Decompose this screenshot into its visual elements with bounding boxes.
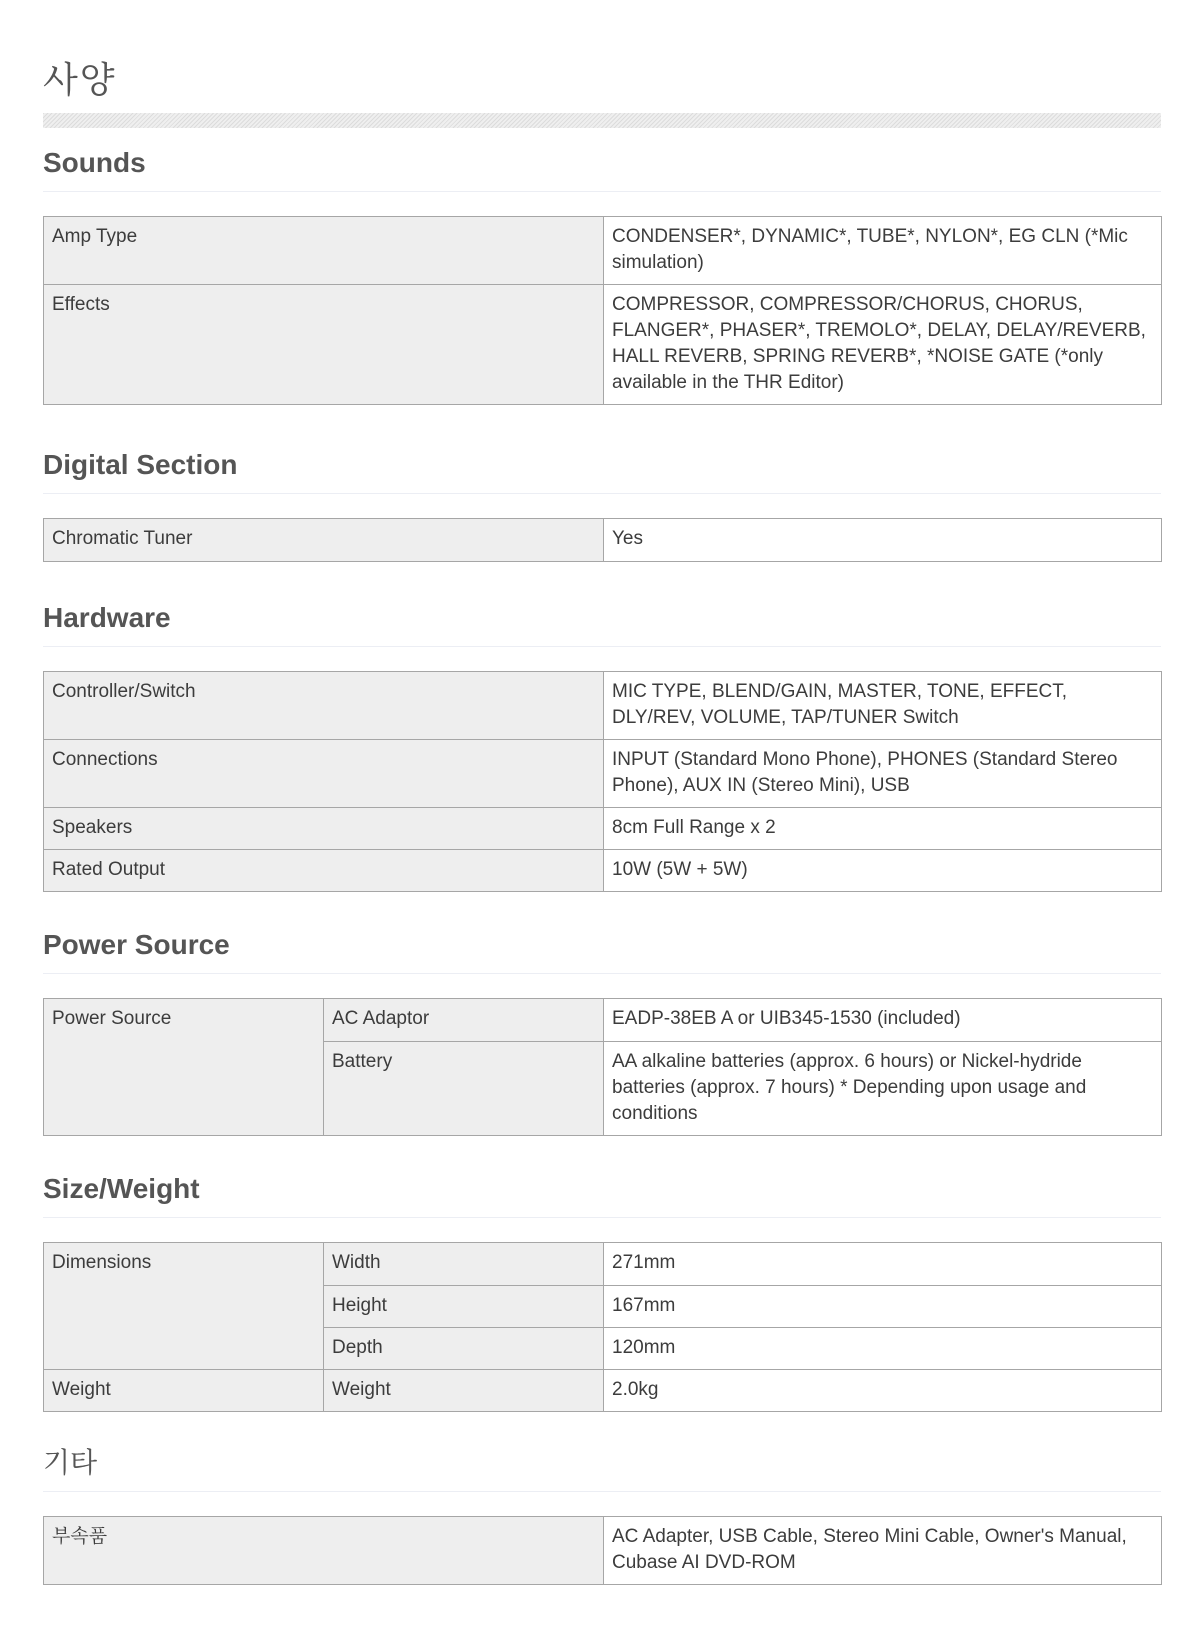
spec-value: 10W (5W + 5W) — [604, 850, 1162, 892]
spec-table — [43, 216, 1162, 405]
spec-label: Connections — [44, 740, 604, 808]
spec-label: Depth — [324, 1328, 604, 1370]
title-divider — [43, 113, 1161, 128]
spec-label: AC Adaptor — [324, 999, 604, 1042]
section-size-weight — [43, 1171, 1161, 1412]
section-heading: Sounds — [43, 147, 146, 178]
section-divider — [43, 1491, 1161, 1492]
spec-value: EADP-38EB A or UIB345-1530 (included) — [604, 999, 1162, 1042]
table-row — [44, 1517, 1162, 1585]
spec-table — [43, 1242, 1162, 1412]
spec-label: Speakers — [44, 808, 604, 850]
section-digital — [43, 447, 1161, 562]
spec-group-label: Weight — [44, 1370, 324, 1412]
spec-table — [43, 518, 1162, 562]
spec-table — [43, 998, 1162, 1136]
section-heading: Power Source — [43, 929, 230, 960]
section-hardware — [43, 600, 1161, 892]
spec-table — [43, 1516, 1162, 1585]
section-sounds — [43, 145, 1161, 405]
section-power — [43, 927, 1161, 1136]
spec-value: MIC TYPE, BLEND/GAIN, MASTER, TONE, EFFECT, DLY/REV, VOLUME, TAP/TUNER Switch — [604, 672, 1162, 740]
spec-label: Amp Type — [44, 217, 604, 285]
spec-value: 120mm — [604, 1328, 1162, 1370]
spec-label: Width — [324, 1243, 604, 1286]
spec-value: AC Adapter, USB Cable, Stereo Mini Cable, Owner's Manual, Cubase AI DVD-ROM — [604, 1517, 1162, 1585]
table-row — [44, 850, 1162, 892]
spec-group-label: Dimensions — [44, 1243, 324, 1370]
table-row — [44, 999, 1162, 1042]
section-divider — [43, 493, 1161, 494]
spec-label: Weight — [324, 1370, 604, 1412]
spec-label: Rated Output — [44, 850, 604, 892]
spec-value: AA alkaline batteries (approx. 6 hours) or Nickel-hydride batteries (approx. 7 hours) * Depending upon usage and conditions — [604, 1042, 1162, 1136]
table-row — [44, 1370, 1162, 1412]
spec-label: Effects — [44, 285, 604, 405]
section-heading: Size/Weight — [43, 1173, 200, 1204]
table-row — [44, 217, 1162, 285]
section-misc — [43, 1445, 1161, 1585]
section-heading: 기타 — [43, 1446, 98, 1479]
section-divider — [43, 191, 1161, 192]
page-title: 사양 — [43, 60, 117, 101]
spec-label: Chromatic Tuner — [44, 519, 604, 562]
section-divider — [43, 646, 1161, 647]
spec-label: Controller/Switch — [44, 672, 604, 740]
spec-value: 271mm — [604, 1243, 1162, 1286]
table-row — [44, 740, 1162, 808]
spec-value: Yes — [604, 519, 1162, 562]
section-heading: Hardware — [43, 602, 171, 633]
section-divider — [43, 973, 1161, 974]
table-row — [44, 808, 1162, 850]
table-row — [44, 1243, 1162, 1286]
spec-value: 8cm Full Range x 2 — [604, 808, 1162, 850]
section-divider — [43, 1217, 1161, 1218]
spec-label: Height — [324, 1286, 604, 1328]
spec-value: COMPRESSOR, COMPRESSOR/CHORUS, CHORUS, FLANGER*, PHASER*, TREMOLO*, DELAY, DELAY/REVERB, HALL REVERB, SPRING REVERB*, *NOISE GATE (*only available in the THR Editor) — [604, 285, 1162, 405]
spec-value: CONDENSER*, DYNAMIC*, TUBE*, NYLON*, EG CLN (*Mic simulation) — [604, 217, 1162, 285]
spec-label: 부속품 — [44, 1517, 604, 1585]
spec-value: INPUT (Standard Mono Phone), PHONES (Standard Stereo Phone), AUX IN (Stereo Mini), USB — [604, 740, 1162, 808]
spec-value: 167mm — [604, 1286, 1162, 1328]
table-row — [44, 285, 1162, 405]
spec-value: 2.0kg — [604, 1370, 1162, 1412]
table-row — [44, 519, 1162, 562]
spec-label: Battery — [324, 1042, 604, 1136]
spec-table — [43, 671, 1162, 892]
table-row — [44, 672, 1162, 740]
spec-group-label: Power Source — [44, 999, 324, 1136]
section-heading: Digital Section — [43, 449, 238, 480]
